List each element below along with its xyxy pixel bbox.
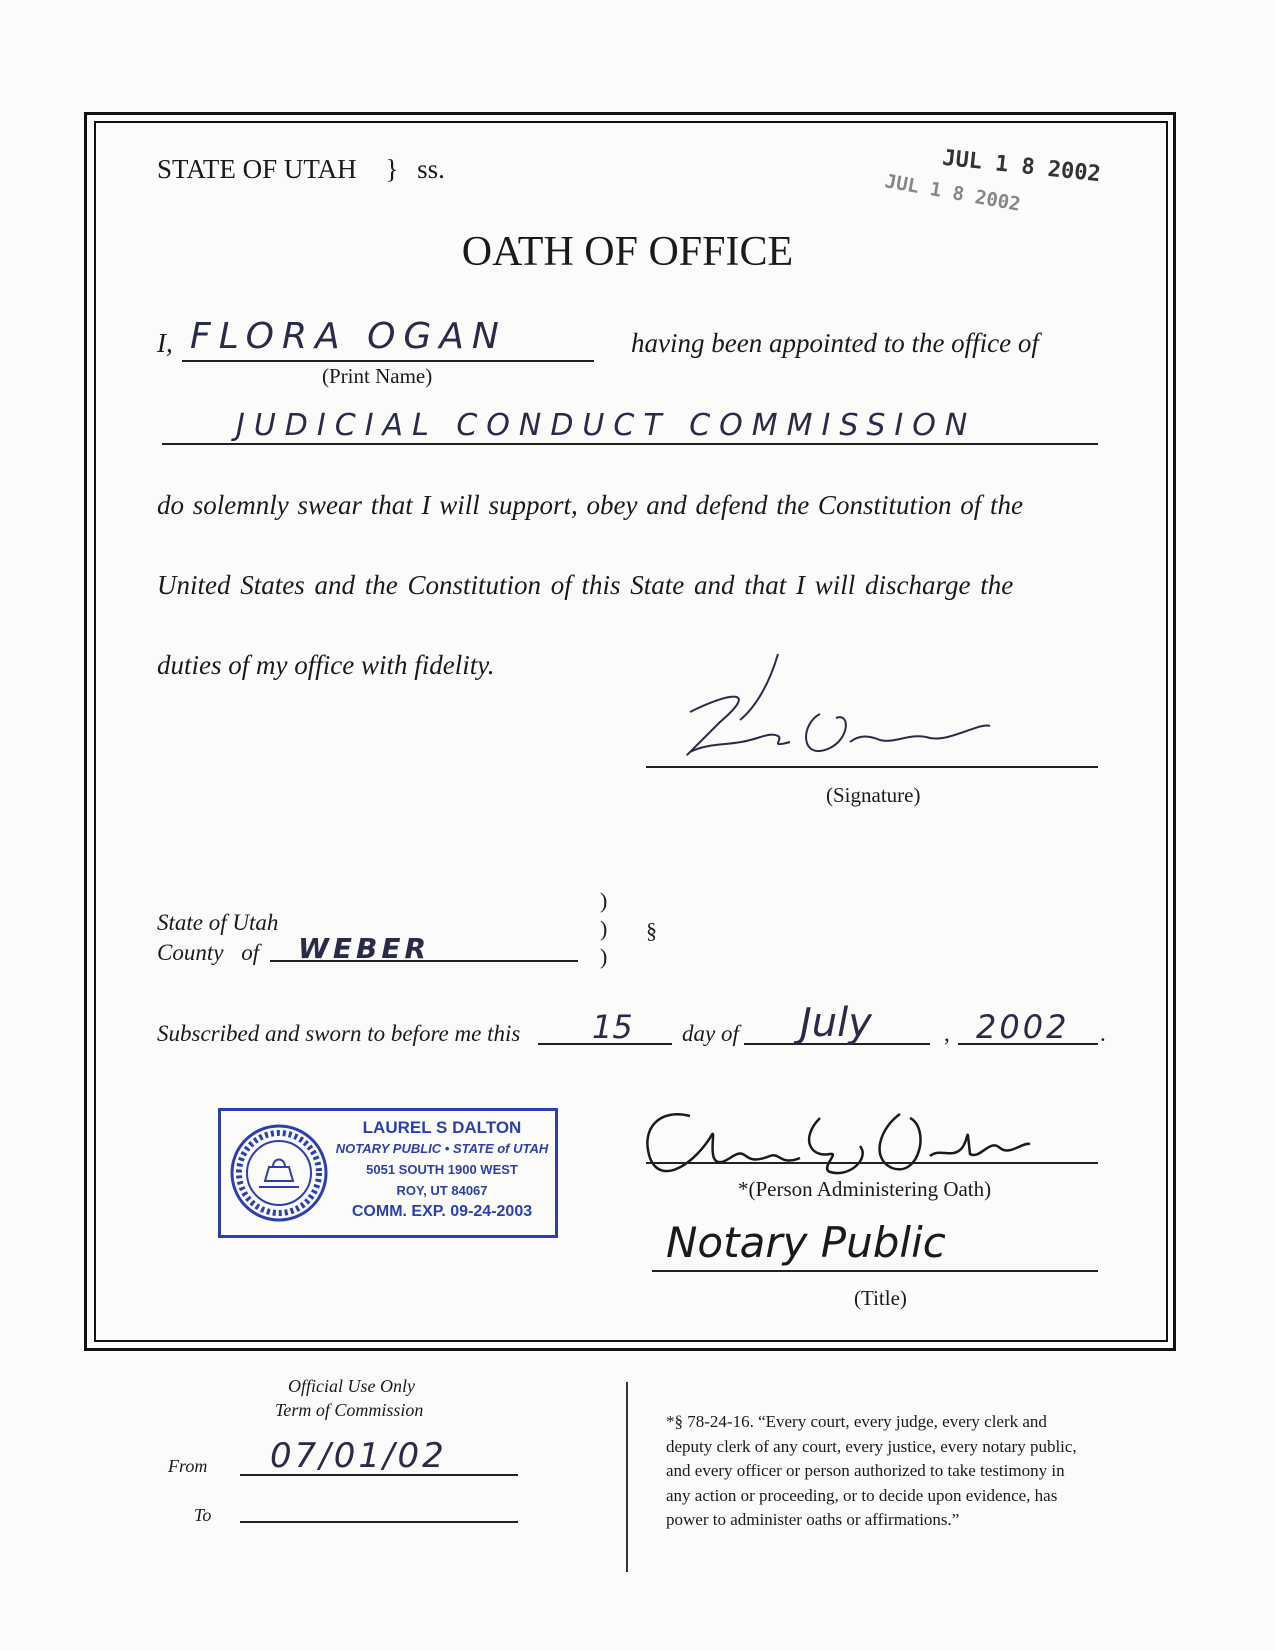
state-heading <box>157 154 445 185</box>
printed-name: FLORA OGAN <box>190 316 507 357</box>
comma: , <box>944 1021 950 1046</box>
oath-taker-signature <box>660 652 1000 772</box>
office-line <box>162 443 1098 445</box>
paren-3: ) <box>600 944 608 969</box>
footnote-line-2: deputy clerk of any court, every justice, every notary public, <box>666 1436 1077 1456</box>
name-line <box>182 360 594 362</box>
footnote-line-1: *§ 78-24-16. “Every court, every judge, every clerk and <box>666 1412 1047 1431</box>
official-use-heading: Official Use Only <box>288 1376 415 1396</box>
county-value: WEBER <box>298 932 431 965</box>
month-value: July <box>800 1000 872 1046</box>
state-seal-icon <box>229 1123 329 1223</box>
ss-label: ss. <box>417 154 445 184</box>
notary-stamp <box>218 1108 558 1238</box>
brace: } <box>385 154 399 184</box>
notary-line-5: COMM. EXP. 09-24-2003 <box>351 1203 533 1220</box>
notary-name: LAUREL S DALTON <box>362 1118 522 1137</box>
signature-line <box>646 766 1098 768</box>
signature-caption: (Signature) <box>826 783 921 807</box>
page-title: OATH OF OFFICE <box>461 229 794 275</box>
subscribed-text: Subscribed and sworn to before me this <box>157 1021 521 1046</box>
appointed-text: having been appointed to the office of <box>631 328 1039 358</box>
venue-state: State of Utah <box>157 910 279 935</box>
from-label: From <box>168 1456 208 1476</box>
administrator-line <box>646 1162 1098 1164</box>
footnote-line-5: power to administer oaths or affirmations.” <box>666 1510 960 1529</box>
venue-county-label: County of <box>157 940 260 965</box>
oath-line-2: United States and the Constitution of this State and that I will discharge the <box>157 570 1014 600</box>
day-value: 15 <box>592 1008 633 1046</box>
title-caption: (Title) <box>854 1286 907 1310</box>
footnote <box>666 1410 1077 1533</box>
to-line <box>240 1521 518 1523</box>
to-label: To <box>194 1505 212 1525</box>
notary-line-2: NOTARY PUBLIC • STATE of UTAH <box>335 1141 549 1156</box>
footnote-line-3: and every officer or person authorized to take testimony in <box>666 1461 1065 1480</box>
day-of-label: day of <box>682 1021 739 1046</box>
name-caption: (Print Name) <box>322 364 433 388</box>
notary-line-3: 5051 SOUTH 1900 WEST <box>366 1162 518 1177</box>
footer-divider <box>626 1382 628 1572</box>
oath-line-1: do solemnly swear that I will support, obey and defend the Constitution of the <box>157 490 1023 520</box>
footnote-line-4: any action or proceeding, or to decide upon evidence, has <box>666 1485 1058 1505</box>
oath-line-3: duties of my office with fidelity. <box>157 650 495 680</box>
from-value: 07/01/02 <box>270 1436 447 1476</box>
received-stamp: JUL 1 8 2002 <box>941 145 1102 188</box>
notary-text <box>331 1117 553 1222</box>
office-value: JUDICIAL CONDUCT COMMISSION <box>236 408 977 443</box>
paren-1: ) <box>600 888 608 913</box>
year-value: 2002 <box>976 1008 1070 1046</box>
title-value: Notary Public <box>666 1218 946 1267</box>
administrator-signature <box>630 1098 1050 1188</box>
received-stamp-faint: JUL 1 8 2002 <box>883 170 1023 216</box>
i-label: I, <box>157 328 173 358</box>
administrator-caption: *(Person Administering Oath) <box>738 1177 992 1201</box>
period: . <box>1100 1021 1106 1046</box>
notary-line-4: ROY, UT 84067 <box>396 1183 488 1198</box>
paren-2: ) <box>600 916 608 941</box>
state-label: STATE OF UTAH <box>157 154 357 184</box>
term-heading: Term of Commission <box>275 1400 424 1420</box>
title-line <box>652 1270 1098 1272</box>
section-mark: § <box>646 918 657 943</box>
